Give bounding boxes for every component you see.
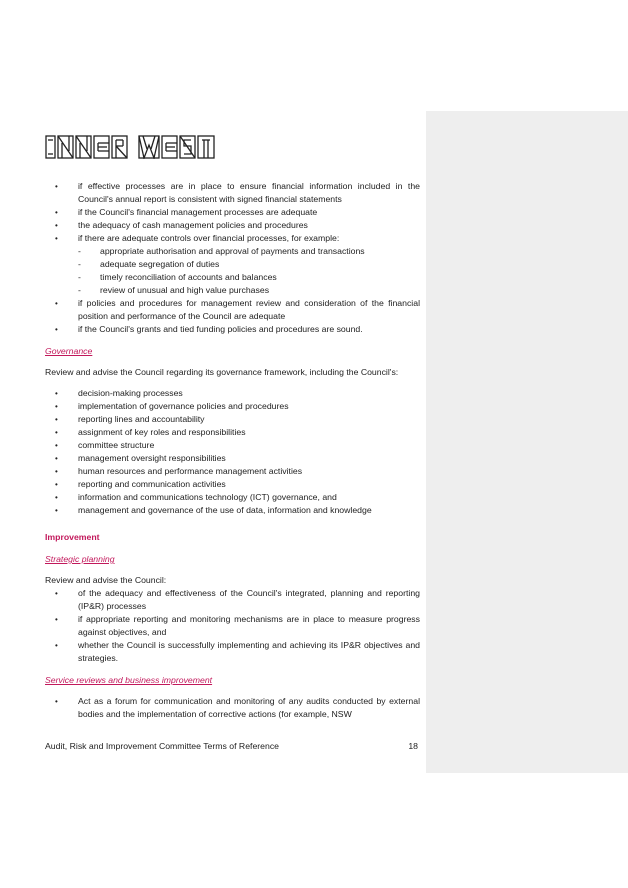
list-item: • management oversight responsibilities: [45, 452, 420, 465]
list-item: - adequate segregation of duties: [78, 258, 420, 271]
governance-intro: Review and advise the Council regarding its governance framework, including the Council's:: [45, 367, 399, 377]
list-item: - timely reconciliation of accounts and balances: [78, 271, 420, 284]
footer-title: Audit, Risk and Improvement Committee Terms of Reference: [45, 741, 280, 751]
governance-list: [45, 387, 420, 517]
finance-list: [45, 180, 420, 245]
list-item: • if the Council's financial management processes are adequate: [45, 206, 420, 219]
list-item: • the adequacy of cash management policies and procedures: [45, 219, 420, 232]
list-item: • if effective processes are in place to ensure financial information included in the Council's annual report is consistent with signed financial statements: [45, 180, 420, 206]
strategic-list: [45, 587, 420, 665]
list-item: • management and governance of the use of data, information and knowledge: [45, 504, 420, 517]
list-item: • implementation of governance policies and procedures: [45, 400, 420, 413]
finance-list-2: [45, 297, 420, 336]
list-item: • of the adequacy and effectiveness of the Council's integrated, planning and reporting (IP&R) processes: [45, 587, 420, 613]
list-item: • reporting lines and accountability: [45, 413, 420, 426]
finance-sub-list: [78, 245, 420, 297]
service-reviews-heading[interactable]: Service reviews and business improvement: [45, 675, 213, 685]
service-list: [45, 695, 420, 721]
comment-pane: [426, 111, 628, 773]
improvement-heading: Improvement: [45, 532, 100, 542]
list-item: • whether the Council is successfully implementing and achieving its IP&R objectives and strategies.: [45, 639, 420, 665]
strategic-intro: Review and advise the Council:: [45, 575, 167, 585]
list-item: • reporting and communication activities: [45, 478, 420, 491]
list-item: • decision-making processes: [45, 387, 420, 400]
list-item: - appropriate authorisation and approval of payments and transactions: [78, 245, 420, 258]
list-item: - review of unusual and high value purchases: [78, 284, 420, 297]
list-item: • Act as a forum for communication and monitoring of any audits conducted by external bodies and the implementation of corrective actions (for example, NSW: [45, 695, 420, 721]
list-item: • information and communications technology (ICT) governance, and: [45, 491, 420, 504]
page-number: 18: [408, 741, 418, 751]
governance-heading[interactable]: Governance: [45, 346, 93, 356]
list-item: • if the Council's grants and tied funding policies and procedures are sound.: [45, 323, 420, 336]
page-footer: [45, 741, 420, 751]
list-item: • if policies and procedures for management review and consideration of the financial position and performance of the Council are adequate: [45, 297, 420, 323]
list-item: • assignment of key roles and responsibilities: [45, 426, 420, 439]
document-body: [45, 180, 420, 721]
inner-west-logo: [45, 135, 225, 159]
list-item: • committee structure: [45, 439, 420, 452]
list-item: • if there are adequate controls over financial processes, for example:: [45, 232, 420, 245]
list-item: • if appropriate reporting and monitoring mechanisms are in place to measure progress against objectives, and: [45, 613, 420, 639]
list-item: • human resources and performance management activities: [45, 465, 420, 478]
strategic-planning-heading[interactable]: Strategic planning: [45, 554, 115, 564]
